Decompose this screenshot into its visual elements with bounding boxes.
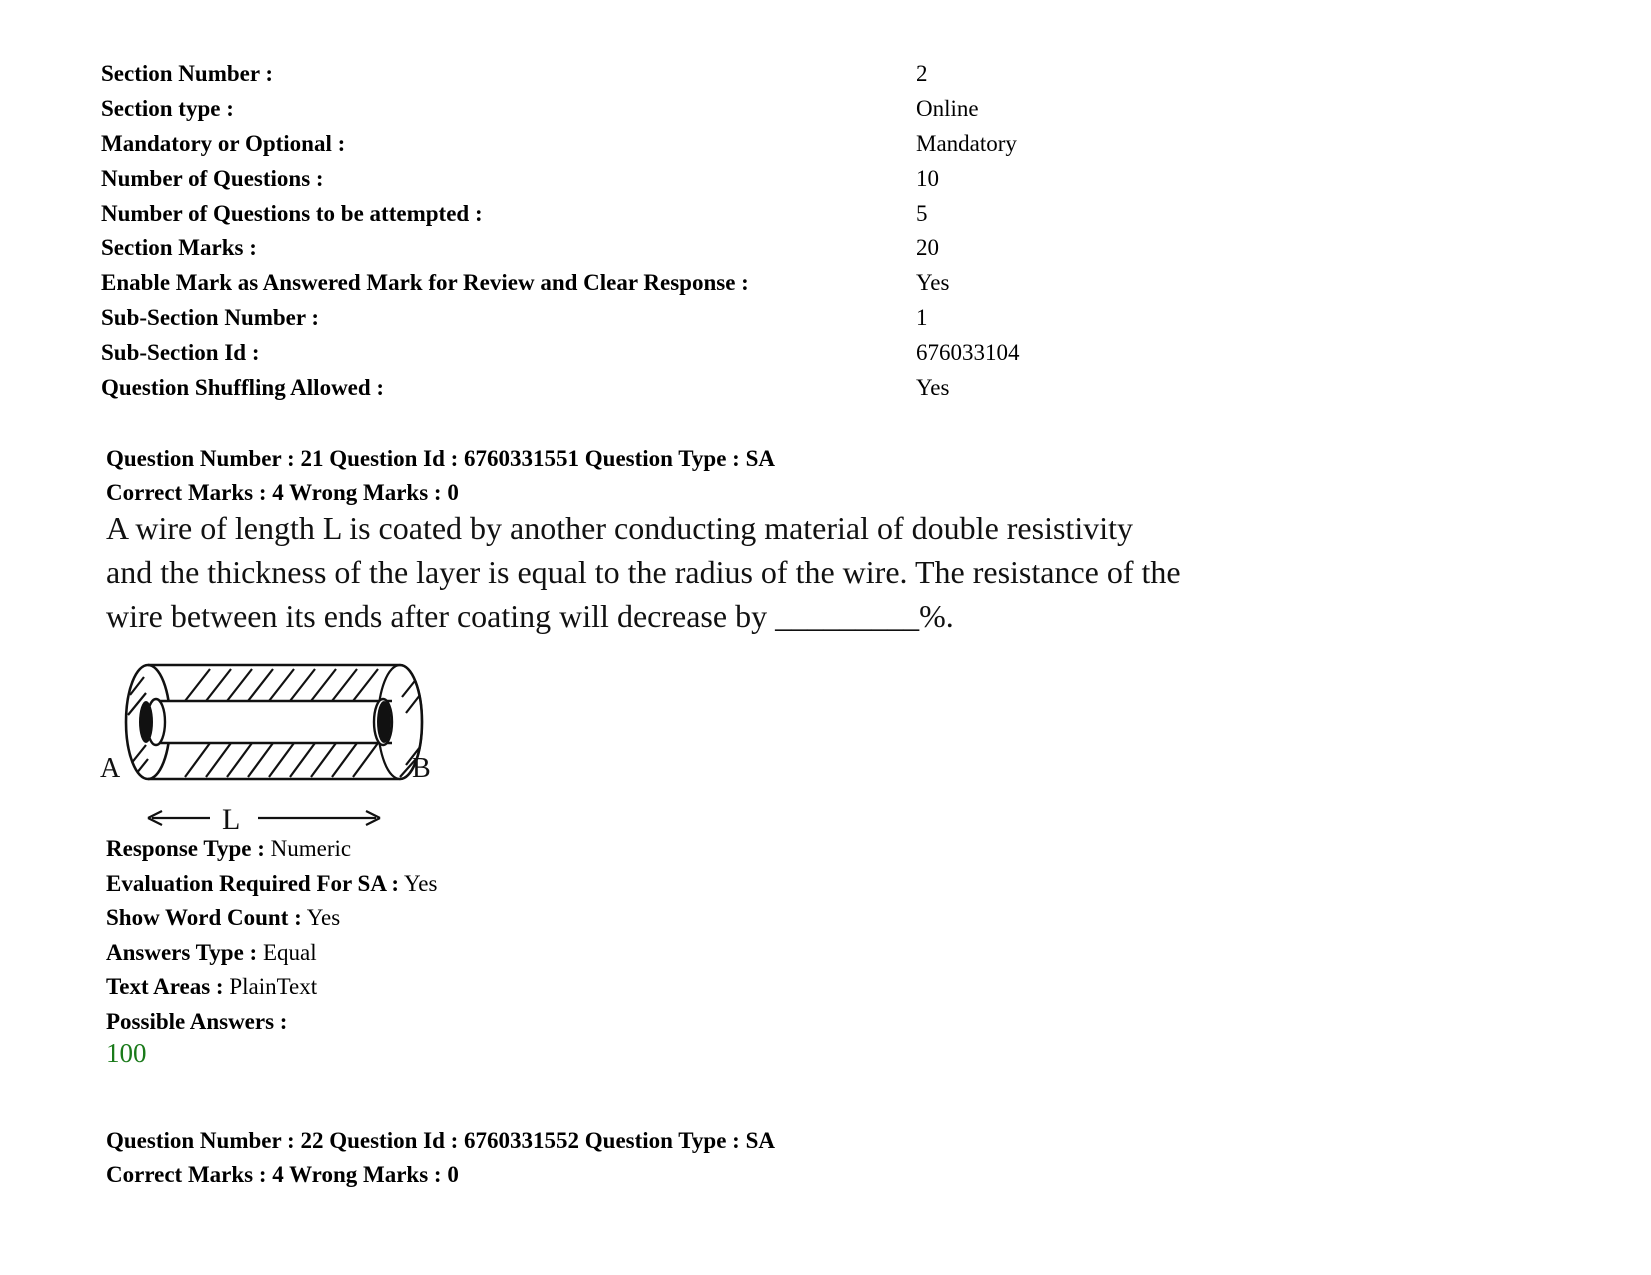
question-text: A wire of length L is coated by another conducting material of double resistivity and the thickness of the layer is equal to the radius of the wire. The resistance of the wire between its ends after coating will decrease by _________%. xyxy=(106,510,1181,634)
response-value: Yes xyxy=(404,870,438,896)
meta-label: Sub-Section Id : xyxy=(101,339,260,365)
response-label: Answers Type : xyxy=(106,939,258,965)
question-marks: Correct Marks : 4 Wrong Marks : 0 xyxy=(106,480,459,505)
meta-row xyxy=(101,161,1101,196)
meta-row xyxy=(101,335,1101,370)
label-l: L xyxy=(222,803,241,835)
meta-value: Mandatory xyxy=(916,130,1017,156)
meta-value: 1 xyxy=(916,304,928,330)
question-header: Question Number : 21 Question Id : 6760331551 Question Type : SA xyxy=(106,446,775,471)
response-row xyxy=(106,970,437,1005)
label-a: A xyxy=(100,753,121,784)
meta-label: Section Marks : xyxy=(101,235,257,261)
response-label: Possible Answers : xyxy=(106,1008,288,1034)
meta-label: Sub-Section Number : xyxy=(101,304,320,330)
meta-value: Yes xyxy=(916,374,950,400)
meta-row xyxy=(101,301,1101,336)
question-22-header xyxy=(106,1124,775,1192)
meta-row xyxy=(101,231,1101,266)
meta-label: Number of Questions : xyxy=(101,165,324,191)
section-meta-table xyxy=(101,57,1101,405)
meta-row xyxy=(101,196,1101,231)
label-b: B xyxy=(412,753,431,784)
meta-value: 20 xyxy=(916,235,939,261)
response-value: Yes xyxy=(306,905,341,931)
response-label: Response Type : xyxy=(106,836,265,861)
response-row xyxy=(106,901,437,936)
meta-row xyxy=(101,92,1101,127)
meta-label: Section Number : xyxy=(101,61,274,87)
response-row xyxy=(106,936,437,971)
meta-row xyxy=(101,127,1101,162)
response-value: Equal xyxy=(262,939,317,965)
meta-label: Mandatory or Optional : xyxy=(101,130,346,156)
meta-row xyxy=(101,266,1101,301)
meta-value: 5 xyxy=(916,200,928,226)
response-row xyxy=(106,867,437,902)
coated-wire-figure xyxy=(100,655,480,835)
response-row xyxy=(106,1005,437,1040)
question-header: Question Number : 22 Question Id : 6760331552 Question Type : SA xyxy=(106,1128,775,1153)
meta-value: 2 xyxy=(916,61,928,87)
response-value: PlainText xyxy=(229,974,318,1000)
response-label: Show Word Count : xyxy=(106,905,302,931)
meta-label: Section type : xyxy=(101,96,234,122)
meta-label: Question Shuffling Allowed : xyxy=(101,374,385,400)
response-label: Text Areas : xyxy=(106,974,224,1000)
response-value: Numeric xyxy=(270,836,352,861)
meta-value: Online xyxy=(916,96,979,122)
response-row xyxy=(106,832,437,867)
meta-label: Enable Mark as Answered Mark for Review and Clear Response : xyxy=(101,270,749,296)
meta-row xyxy=(101,370,1101,405)
question-marks: Correct Marks : 4 Wrong Marks : 0 xyxy=(106,1162,459,1187)
question-21-header xyxy=(106,442,775,510)
response-label: Evaluation Required For SA : xyxy=(106,870,400,896)
meta-value: Yes xyxy=(916,270,950,296)
possible-answer: 100 xyxy=(106,1038,147,1068)
meta-row xyxy=(101,57,1101,92)
response-details xyxy=(106,832,437,1040)
meta-label: Number of Questions to be attempted : xyxy=(101,200,483,226)
meta-value: 10 xyxy=(916,165,939,191)
meta-value: 676033104 xyxy=(916,339,1020,365)
